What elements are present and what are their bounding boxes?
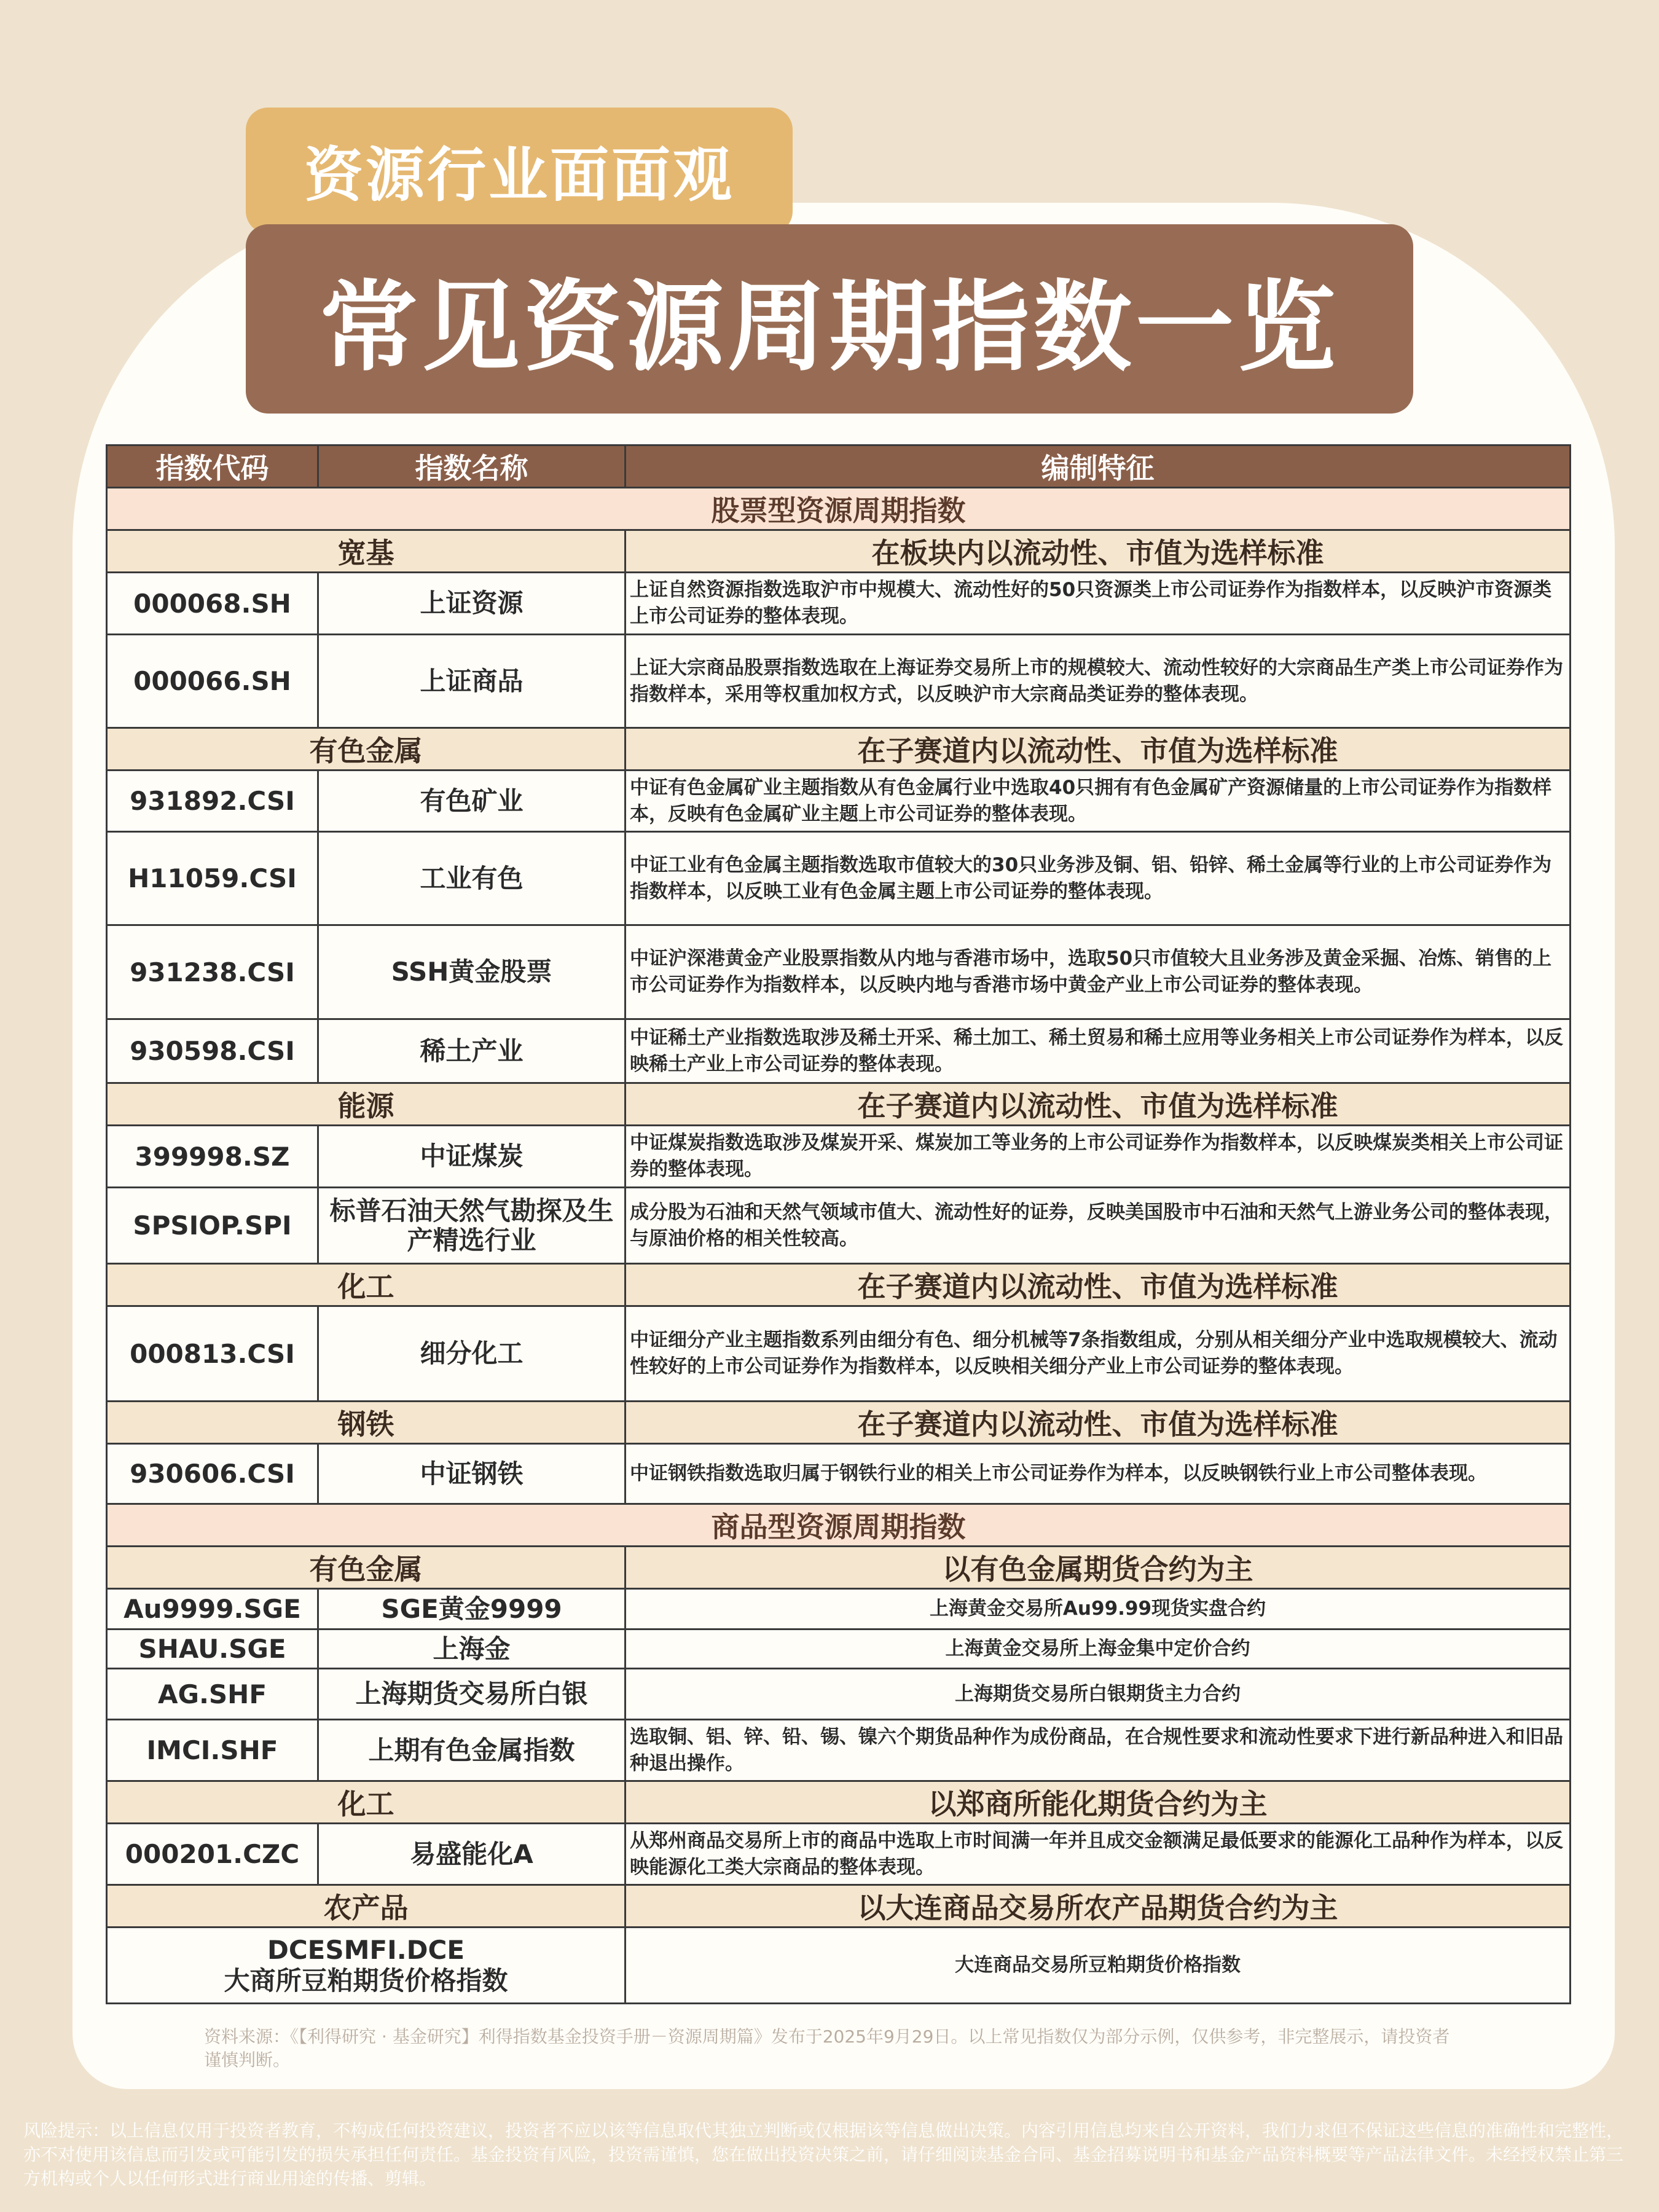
table-row [107,1188,1571,1264]
group-rule: 在板块内以流动性、市值为选样标准 [626,530,1571,573]
index-name: 中证煤炭 [318,1126,626,1188]
table-row [107,832,1571,925]
index-feature: 大连商品交易所豆粕期货价格指数 [626,1928,1571,2004]
group-header-row [107,1264,1571,1306]
index-code: SPSIOP.SPI [107,1188,318,1264]
index-feature: 中证钢铁指数选取归属于钢铁行业的相关上市公司证券作为样本，以反映钢铁行业上市公司整体表现。 [626,1444,1571,1504]
index-name: SSH黄金股票 [318,925,626,1019]
index-name: 上证资源 [318,573,626,635]
index-feature: 中证沪深港黄金产业股票指数从内地与香港市场中，选取50只市值较大且业务涉及黄金采掘、冶炼、销售的上市公司证券作为指数样本，以反映内地与香港市场中黄金产业上市公司证券的整体表现。 [626,925,1571,1019]
group-header-row [107,1885,1571,1928]
table-row [107,1019,1571,1083]
group-rule: 在子赛道内以流动性、市值为选样标准 [626,1402,1571,1444]
group-name: 钢铁 [107,1402,626,1444]
table-header-row [107,445,1571,488]
table-row [107,1306,1571,1402]
index-code: 000068.SH [107,573,318,635]
index-code: 930598.CSI [107,1019,318,1083]
index-feature: 上证大宗商品股票指数选取在上海证券交易所上市的规模较大、流动性较好的大宗商品生产类上市公司证券作为指数样本，采用等权重加权方式，以反映沪市大宗商品类证券的整体表现。 [626,635,1571,728]
index-code: 931892.CSI [107,771,318,832]
index-name: 有色矿业 [318,771,626,832]
table-row [107,1630,1571,1669]
group-header-row [107,530,1571,573]
index-feature: 上海期货交易所白银期货主力合约 [626,1669,1571,1720]
index-feature: 成分股为石油和天然气领域市值大、流动性好的证券，反映美国股市中石油和天然气上游业务公司的整体表现，与原油价格的相关性较高。 [626,1188,1571,1264]
group-name: 化工 [107,1264,626,1306]
table-row [107,1669,1571,1720]
table-row [107,573,1571,635]
index-table [106,444,1571,2004]
group-name: 农产品 [107,1885,626,1928]
group-rule: 以郑商所能化期货合约为主 [626,1781,1571,1824]
group-rule: 在子赛道内以流动性、市值为选样标准 [626,728,1571,771]
section-header-row [107,488,1571,530]
source-note: 资料来源：《【利得研究 · 基金研究】利得指数基金投资手册－资源周期篇》发布于2025年9月29日。以上常见指数仅为部分示例，仅供参考，非完整展示，请投资者谨慎判断。 [204,2026,1450,2070]
group-name: 宽基 [107,530,626,573]
section-title: 商品型资源周期指数 [107,1504,1571,1547]
risk-disclaimer: 风险提示：以上信息仅用于投资者教育，不构成任何投资建议，投资者不应以该等信息取代其独立判断或仅根据该等信息做出决策。内容引用信息均来自公开资料，我们力求但不保证这些信息的准确性和完整性，亦不对使用该信息而引发或可能引发的损失承担任何责任。基金投资有风险，投资需谨慎，您在做出投资决策之前，请仔细阅读基金合同、基金招募说明书和基金产品资料概要等产品法律文件。未经授权禁止第三方机构或个人以任何形式进行商业用途的传播、剪辑。 [23,2120,1624,2189]
index-name: 上证商品 [318,635,626,728]
index-feature: 中证工业有色金属主题指数选取市值较大的30只业务涉及铜、铝、铅锌、稀土金属等行业的上市公司证券作为指数样本，以反映工业有色金属主题上市公司证券的整体表现。 [626,832,1571,925]
index-feature: 选取铜、铝、锌、铅、锡、镍六个期货品种作为成份商品，在合规性要求和流动性要求下进行新品种进入和旧品种退出操作。 [626,1720,1571,1781]
topic-tag [246,108,793,233]
index-code: SHAU.SGE [107,1630,318,1669]
index-name: SGE黄金9999 [318,1589,626,1630]
index-code: 399998.SZ [107,1126,318,1188]
index-name: 大商所豆粕期货价格指数 [224,1965,508,1996]
index-code: H11059.CSI [107,832,318,925]
page-title-text: 常见资源周期指数一览 [319,270,1339,385]
table-row [107,1824,1571,1885]
page-title [246,224,1413,414]
index-code: Au9999.SGE [107,1589,318,1630]
index-code: IMCI.SHF [107,1720,318,1781]
index-code-name [107,1928,626,2004]
group-header-row [107,1547,1571,1589]
index-name: 工业有色 [318,832,626,925]
index-code: 000201.CZC [107,1824,318,1885]
index-name: 中证钢铁 [318,1444,626,1504]
group-rule: 在子赛道内以流动性、市值为选样标准 [626,1083,1571,1126]
group-rule: 在子赛道内以流动性、市值为选样标准 [626,1264,1571,1306]
group-header-row [107,1402,1571,1444]
table-row [107,1589,1571,1630]
index-code: 931238.CSI [107,925,318,1019]
index-name: 上海金 [318,1630,626,1669]
index-code: 930606.CSI [107,1444,318,1504]
table-row [107,1444,1571,1504]
index-name: 易盛能化A [318,1824,626,1885]
index-code: 000813.CSI [107,1306,318,1402]
index-feature: 从郑州商品交易所上市的商品中选取上市时间满一年并且成交金额满足最低要求的能源化工品种作为样本，以反映能源化工类大宗商品的整体表现。 [626,1824,1571,1885]
table-row [107,1720,1571,1781]
group-name: 有色金属 [107,728,626,771]
column-header-code: 指数代码 [107,445,318,488]
index-name: 细分化工 [318,1306,626,1402]
table-row [107,771,1571,832]
group-rule: 以有色金属期货合约为主 [626,1547,1571,1589]
group-header-row [107,1083,1571,1126]
section-title: 股票型资源周期指数 [107,488,1571,530]
index-name: 上海期货交易所白银 [318,1669,626,1720]
index-feature: 中证稀土产业指数选取涉及稀土开采、稀土加工、稀土贸易和稀土应用等业务相关上市公司证券作为样本，以反映稀土产业上市公司证券的整体表现。 [626,1019,1571,1083]
topic-tag-text: 资源行业面面观 [304,141,734,210]
index-name: 上期有色金属指数 [318,1720,626,1781]
table-row [107,635,1571,728]
group-rule: 以大连商品交易所农产品期货合约为主 [626,1885,1571,1928]
index-code: 000066.SH [107,635,318,728]
table-row [107,1928,1571,2004]
index-code: AG.SHF [107,1669,318,1720]
index-code: DCESMFI.DCE [267,1934,465,1965]
index-name: 稀土产业 [318,1019,626,1083]
index-feature: 上证自然资源指数选取沪市中规模大、流动性好的50只资源类上市公司证券作为指数样本，以反映沪市资源类上市公司证券的整体表现。 [626,573,1571,635]
index-feature: 中证有色金属矿业主题指数从有色金属行业中选取40只拥有有色金属矿产资源储量的上市公司证券作为指数样本，反映有色金属矿业主题上市公司证券的整体表现。 [626,771,1571,832]
table-row [107,1126,1571,1188]
group-name: 化工 [107,1781,626,1824]
group-header-row [107,728,1571,771]
column-header-feature: 编制特征 [626,445,1571,488]
index-feature: 上海黄金交易所上海金集中定价合约 [626,1630,1571,1669]
index-feature: 上海黄金交易所Au99.99现货实盘合约 [626,1589,1571,1630]
table-row [107,925,1571,1019]
group-name: 能源 [107,1083,626,1126]
index-feature: 中证细分产业主题指数系列由细分有色、细分机械等7条指数组成，分别从相关细分产业中选取规模较大、流动性较好的上市公司证券作为指数样本，以反映相关细分产业上市公司证券的整体表现。 [626,1306,1571,1402]
index-feature: 中证煤炭指数选取涉及煤炭开采、煤炭加工等业务的上市公司证券作为指数样本，以反映煤炭类相关上市公司证券的整体表现。 [626,1126,1571,1188]
index-name: 标普石油天然气勘探及生产精选行业 [318,1188,626,1264]
section-header-row [107,1504,1571,1547]
group-header-row [107,1781,1571,1824]
group-name: 有色金属 [107,1547,626,1589]
column-header-name: 指数名称 [318,445,626,488]
